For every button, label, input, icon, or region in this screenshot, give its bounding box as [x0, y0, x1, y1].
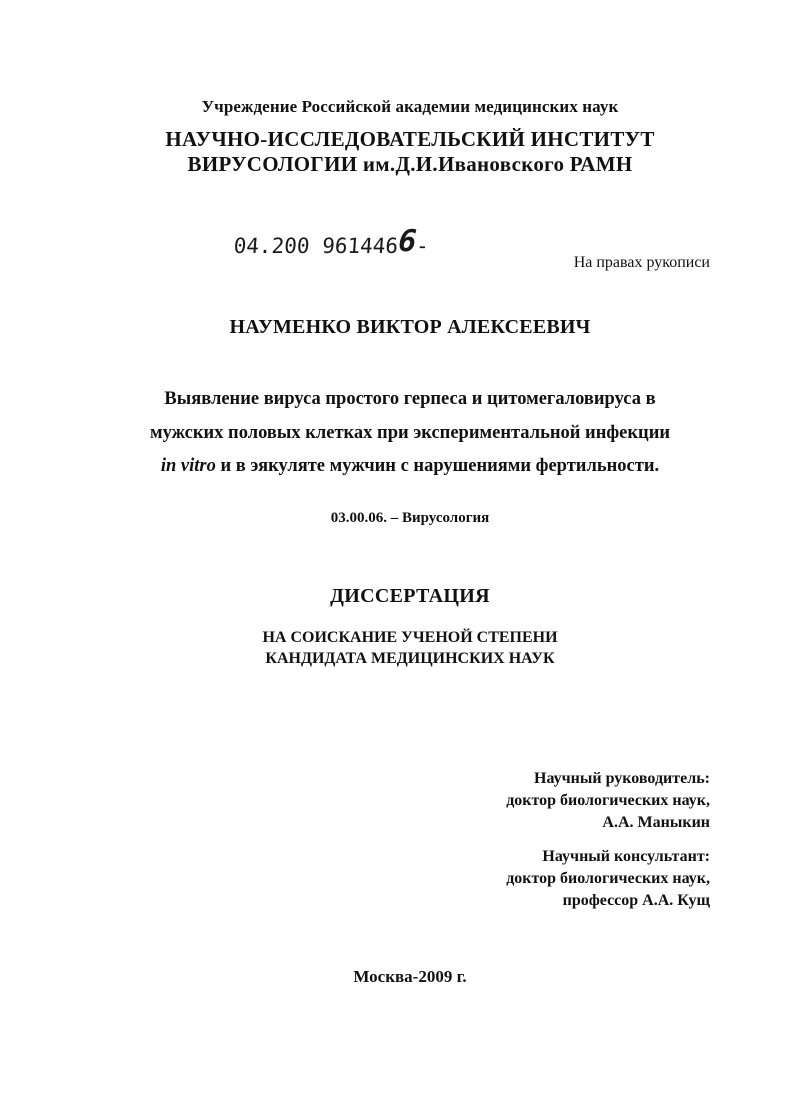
author-name: НАУМЕНКО ВИКТОР АЛЕКСЕЕВИЧ [229, 316, 591, 338]
institution-parent: Учреждение Российской академии медицинских наук [201, 97, 619, 116]
registry-number-suffix: - [415, 234, 430, 258]
scientific-advisor [506, 768, 710, 834]
degree-line1: НА СОИСКАНИЕ УЧЕНОЙ СТЕПЕНИ [262, 629, 558, 646]
advisor-degree: доктор биологических наук, [506, 792, 710, 809]
city-year: Москва-2009 г. [353, 967, 467, 986]
specialty-code: 03.00.06. – Вирусология [330, 510, 490, 526]
thesis-title-line3 [0, 456, 798, 477]
thesis-title-line3-rest: и в эякуляте мужчин с нарушениями фертильности. [215, 456, 660, 476]
thesis-title-line1: Выявление вируса простого герпеса и цитомегаловируса в [164, 389, 656, 409]
registry-number-prefix: 04.200 961446 [232, 234, 399, 258]
registry-number-final-digit: 6 [397, 224, 418, 259]
handwritten-registry-number [233, 224, 431, 259]
consultant-name: профессор А.А. Кущ [562, 892, 710, 909]
degree-line2: КАНДИДАТА МЕДИЦИНСКИХ НАУК [265, 650, 555, 667]
thesis-title-italic: in vitro [160, 456, 216, 476]
consultant-degree: доктор биологических наук, [506, 870, 710, 887]
document-type: ДИССЕРТАЦИЯ [330, 585, 490, 607]
institution-name-line2: ВИРУСОЛОГИИ им.Д.И.Ивановского РАМН [187, 152, 633, 176]
consultant-role: Научный консультант: [542, 848, 710, 865]
advisor-role: Научный руководитель: [534, 770, 710, 787]
scientific-consultant [506, 846, 710, 912]
manuscript-note: На правах рукописи [573, 254, 710, 271]
thesis-title-line2: мужских половых клетках при экспериментальной инфекции [149, 423, 671, 443]
advisor-name: А.А. Маныкин [602, 814, 710, 831]
institution-name-line1: НАУЧНО-ИССЛЕДОВАТЕЛЬСКИЙ ИНСТИТУТ [165, 127, 655, 151]
